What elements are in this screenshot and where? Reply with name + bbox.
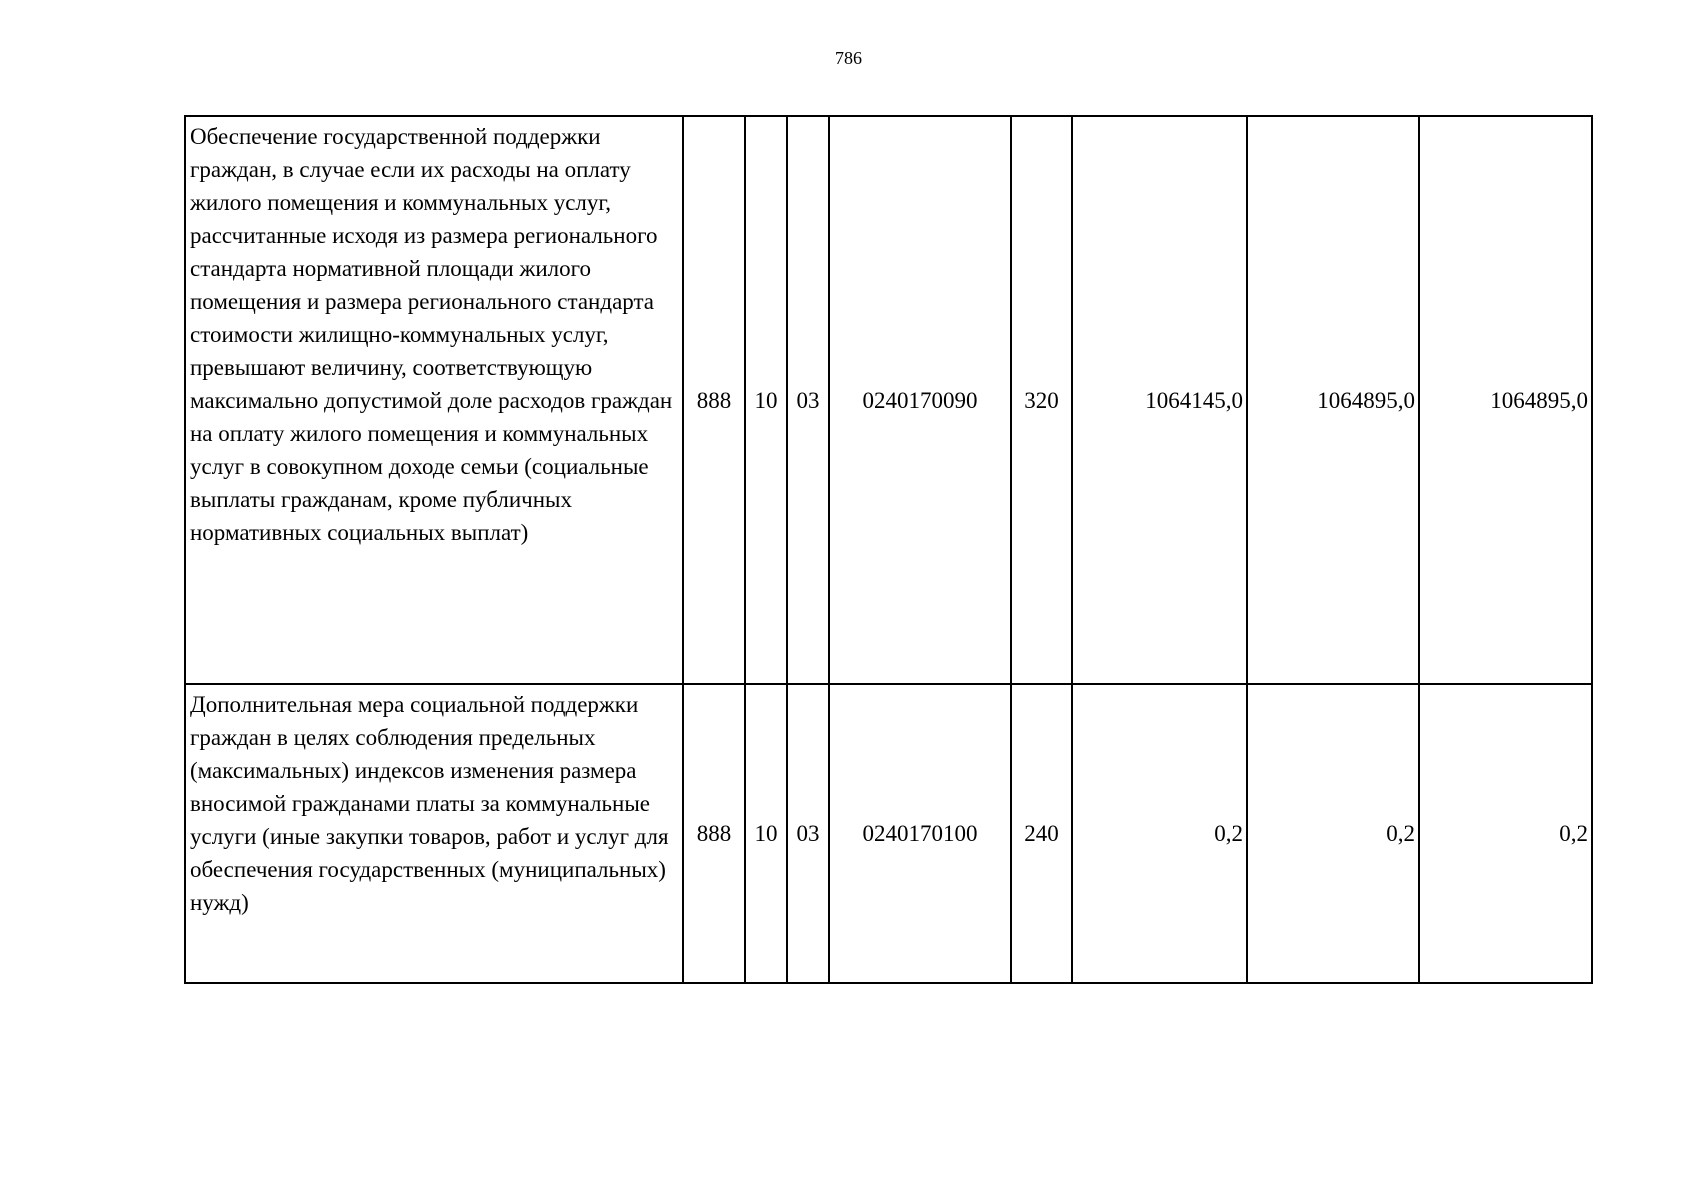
amount-year-3: 1064895,0 xyxy=(1419,116,1592,684)
budget-table xyxy=(184,115,1593,984)
amount-year-2: 1064895,0 xyxy=(1247,116,1419,684)
row-description: Обеспечение государственной поддержки граждан, в случае если их расходы на оплату жилого помещения и коммунальных услуг, рассчитанные исходя из размера регионального стандарта нормативной площади жилого помещения и размера регионального стандарта стоимости жилищно-коммунальных услуг, превышают величину, соответствующую максимально допустимой доле расходов граждан на оплату жилого помещения и коммунальных услуг в совокупном доходе семьи (социальные выплаты гражданам, кроме публичных нормативных социальных выплат) xyxy=(185,116,683,684)
page-number: 786 xyxy=(835,48,862,68)
section-code: 10 xyxy=(745,116,787,684)
table-row xyxy=(185,116,1592,684)
amount-year-1: 1064145,0 xyxy=(1072,116,1247,684)
section-code: 10 xyxy=(745,684,787,983)
target-article-code: 0240170100 xyxy=(829,684,1011,983)
amount-year-2: 0,2 xyxy=(1247,684,1419,983)
subsection-code: 03 xyxy=(787,684,829,983)
ministry-code: 888 xyxy=(683,684,745,983)
row-description: Дополнительная мера социальной поддержки граждан в целях соблюдения предельных (максимальных) индексов изменения размера вносимой гражданами платы за коммунальные услуги (иные закупки товаров, работ и услуг для обеспечения государственных (муниципальных) нужд) xyxy=(185,684,683,983)
expense-type-code: 240 xyxy=(1011,684,1072,983)
amount-year-3: 0,2 xyxy=(1419,684,1592,983)
expense-type-code: 320 xyxy=(1011,116,1072,684)
amount-year-1: 0,2 xyxy=(1072,684,1247,983)
subsection-code: 03 xyxy=(787,116,829,684)
table-row xyxy=(185,684,1592,983)
ministry-code: 888 xyxy=(683,116,745,684)
target-article-code: 0240170090 xyxy=(829,116,1011,684)
